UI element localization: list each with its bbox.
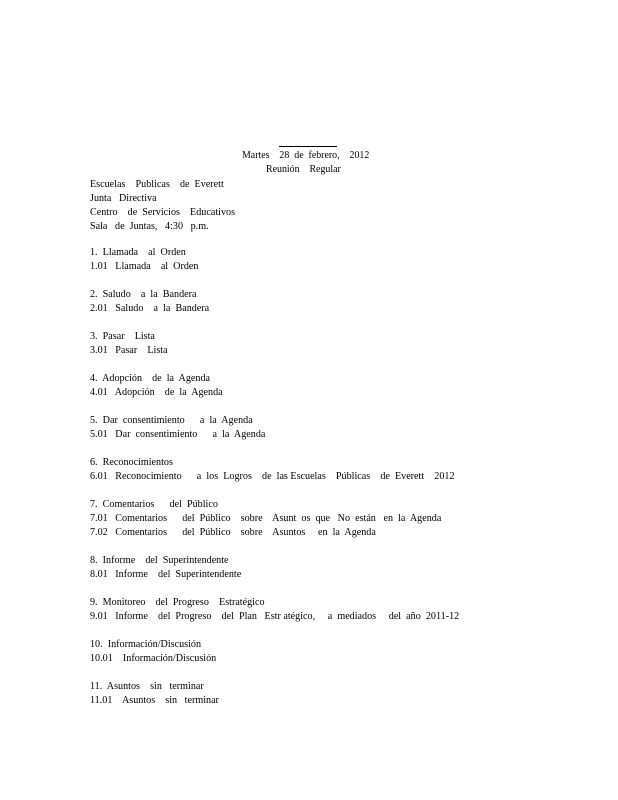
- section-item: 10.01 Información/Discusión: [90, 652, 217, 664]
- section-item: 8.01 Informe del Superintendente: [90, 568, 242, 580]
- agenda-section-2: [90, 287, 610, 315]
- meeting-type: Reunión Regular: [266, 163, 341, 175]
- agenda-section-9: [90, 595, 610, 623]
- section-heading: 11. Asuntos sin terminar: [90, 680, 204, 692]
- section-item: 3.01 Pasar Lista: [90, 344, 168, 356]
- agenda-section-10: [90, 637, 610, 665]
- district-name: Escuelas Publicas de Everett: [90, 178, 224, 190]
- section-item: 9.01 Informe del Progreso del Plan Estr atégico, a mediados del año 2011-12: [90, 610, 460, 622]
- section-heading: 10. Información/Discusión: [90, 638, 202, 650]
- agenda-section-4: [90, 371, 610, 399]
- agenda-list: [90, 245, 610, 721]
- agenda-section-1: [90, 245, 610, 273]
- section-item: 7.01 Comentarios del Público sobre Asunt os que No están en la Agenda: [90, 512, 442, 524]
- section-heading: 6. Reconocimientos: [90, 456, 173, 468]
- section-item: 2.01 Saludo a la Bandera: [90, 302, 210, 314]
- section-heading: 5. Dar consentimiento a la Agenda: [90, 414, 253, 426]
- agenda-section-8: [90, 553, 610, 581]
- title-rule: [279, 146, 337, 147]
- center-name: Centro de Servicios Educativos: [90, 206, 236, 218]
- section-heading: 2. Saludo a la Bandera: [90, 288, 197, 300]
- agenda-section-11: [90, 679, 610, 707]
- section-heading: 9. Monitoreo del Progreso Estratégico: [90, 596, 265, 608]
- section-item: 4.01 Adopción de la Agenda: [90, 386, 223, 398]
- section-heading: 7. Comentarios del Público: [90, 498, 218, 510]
- meeting-date: Martes 28 de febrero, 2012: [242, 149, 370, 161]
- organization-block: [90, 177, 610, 233]
- agenda-section-7: [90, 497, 610, 539]
- room-and-time: Sala de Juntas, 4:30 p.m.: [90, 220, 209, 232]
- agenda-section-3: [90, 329, 610, 357]
- section-item: 7.02 Comentarios del Público sobre Asuntos en la Agenda: [90, 526, 376, 538]
- section-item: 6.01 Reconocimiento a los Logros de las Escuelas Públicas de Everett 2012: [90, 470, 455, 482]
- section-heading: 3. Pasar Lista: [90, 330, 155, 342]
- section-heading: 4. Adopción de la Agenda: [90, 372, 211, 384]
- section-item: 5.01 Dar consentimiento a la Agenda: [90, 428, 266, 440]
- agenda-section-5: [90, 413, 610, 441]
- agenda-section-6: [90, 455, 610, 483]
- board-name: Junta Directiva: [90, 192, 157, 204]
- section-item: 11.01 Asuntos sin terminar: [90, 694, 219, 706]
- section-heading: 1. Llamada al Orden: [90, 246, 186, 258]
- section-heading: 8. Informe del Superintendente: [90, 554, 229, 566]
- section-item: 1.01 Llamada al Orden: [90, 260, 199, 272]
